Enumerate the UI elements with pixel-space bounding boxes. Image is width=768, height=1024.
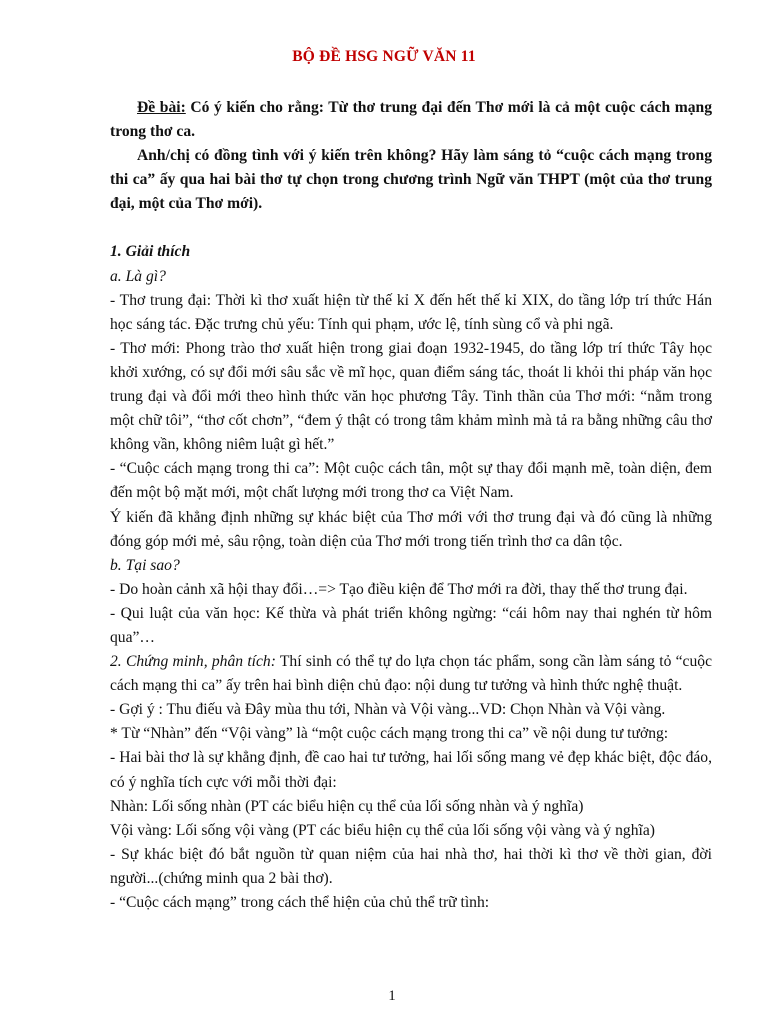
document-title: BỘ ĐỀ HSG NGỮ VĂN 11 [292, 48, 476, 65]
paragraph-suggestion: - Gợi ý : Thu điếu và Đây mùa thu tới, Nhàn và Vội vàng...VD: Chọn Nhàn và Vội vàng. [110, 701, 666, 719]
paragraph-revolution: - “Cuộc cách mạng trong thi ca”: Một cuộc cách tân, một sự thay đổi mạnh mẽ, toàn diện, đem đến một bộ mặt mới, một chất lượng mới trong thơ ca Việt Nam. [110, 460, 712, 502]
paragraph-analysis [110, 650, 712, 698]
page-number: 1 [388, 988, 396, 1004]
prompt-label: Đề bài: [137, 99, 186, 116]
paragraph-opinion: Ý kiến đã khẳng định những sự khác biệt của Thơ mới với thơ trung đại và đó cũng là những đóng góp mới mẻ, sâu rộng, toàn diện của Thơ mới trong tiến trình thơ ca dân tộc. [110, 508, 712, 550]
analysis-text: Thí sinh có thể tự do lựa chọn tác phẩm, song cần làm sáng tỏ “cuộc cách mạng thi ca” ấy trên hai bình diện chủ đạo: nội dung tư tưởng và hình thức nghệ thuật. [110, 653, 712, 695]
subheading-why: b. Tại sao? [110, 556, 180, 574]
document-body [110, 96, 712, 915]
paragraph-two-poems: - Hai bài thơ là sự khẳng định, đề cao hai tư tưởng, hai lối sống mang vẻ đẹp khác biệt, độc đáo, có ý nghĩa tích cực với mỗi thời đại: [110, 749, 712, 791]
heading-analysis: 2. Chứng minh, phân tích: [110, 653, 276, 671]
subheading-what: a. Là gì? [110, 267, 166, 285]
paragraph-difference: - Sự khác biệt đó bắt nguồn từ quan niệm của hai nhà thơ, hai thời kì thơ về thời gian, đời người...(chứng minh qua 2 bài thơ). [110, 845, 712, 887]
prompt-text: Có ý kiến cho rằng: Từ thơ trung đại đến Thơ mới là cả một cuộc cách mạng trong thơ ca. [110, 99, 713, 141]
prompt-paragraph [110, 96, 712, 144]
paragraph-lyrical-subject: - “Cuộc cách mạng” trong cách thể hiện của chủ thể trữ tình: [110, 894, 490, 911]
paragraph-medieval-poetry: - Thơ trung đại: Thời kì thơ xuất hiện từ thế kỉ X đến hết thế kỉ XIX, do tầng lớp trí thức Hán học sáng tác. Đặc trưng chủ yếu: Tính qui phạm, ước lệ, tính sùng cổ và phi ngã. [110, 291, 712, 333]
paragraph-content-revolution: * Từ “Nhàn” đến “Vội vàng” là “một cuộc cách mạng trong thi ca” về nội dung tư tưởng: [110, 725, 669, 743]
paragraph-new-poetry: - Thơ mới: Phong trào thơ xuất hiện trong giai đoạn 1932-1945, do tầng lớp trí thức Tây học khởi xướng, có sự đổi mới sâu sắc về mĩ học, quan điểm sáng tác, thoát li khỏi thi pháp văn học trung đại và đổi mới theo hình thức văn học phương Tây. Tinh thần của Thơ mới: “nằm trong một chữ tôi”, “thơ cốt chơn”, “đem ý thật có trong tâm khảm mình mà tả ra bằng những câu thơ không vần, không niêm luật gì hết.” [110, 339, 712, 454]
heading-explanation: 1. Giải thích [110, 243, 191, 261]
paragraph-society: - Do hoàn cảnh xã hội thay đổi…=> Tạo điều kiện để Thơ mới ra đời, thay thế thơ trung đại. [110, 580, 688, 598]
paragraph-literary-law: - Qui luật của văn học: Kế thừa và phát triển không ngừng: “cái hôm nay thai nghén từ hôm qua”… [110, 604, 712, 646]
task-paragraph: Anh/chị có đồng tình với ý kiến trên không? Hãy làm sáng tỏ “cuộc cách mạng trong thi ca” ấy qua hai bài thơ tự chọn trong chương trình Ngữ văn THPT (một của thơ trung đại, một của Thơ mới). [110, 147, 712, 213]
paragraph-voi-vang: Vội vàng: Lối sống vội vàng (PT các biểu hiện cụ thể của lối sống vội vàng và ý nghĩa) [110, 821, 655, 839]
paragraph-nhan: Nhàn: Lối sống nhàn (PT các biểu hiện cụ thể của lối sống nhàn và ý nghĩa) [110, 797, 584, 815]
spacer [110, 216, 712, 240]
